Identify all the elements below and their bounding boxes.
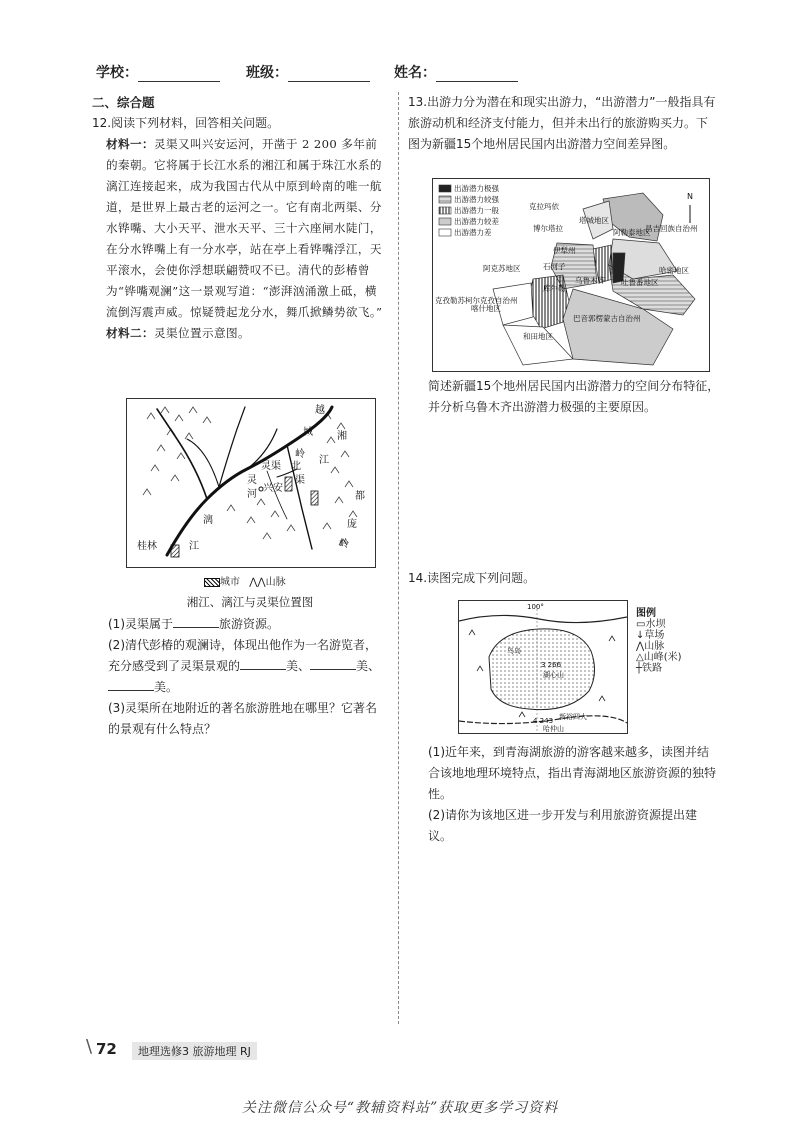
lingqu-map-svg <box>127 399 375 567</box>
map1-label-jiang: 江 <box>319 455 329 466</box>
mountain-icon: ⋀ <box>636 641 645 652</box>
region-kelamayi: 克拉玛依 <box>529 202 559 211</box>
peak-icon: △ <box>636 652 644 663</box>
q13-task: 简述新疆15个地州居民国内出游潜力的空间分布特征，并分析乌鲁木齐出游潜力极强的主要原因。 <box>428 379 720 414</box>
qinghai-lake-map <box>458 600 628 734</box>
map3-peak1-height: 3 266 <box>541 661 562 669</box>
map1-label-pang: 庞 <box>347 519 357 530</box>
material-1 <box>92 134 386 323</box>
city-legend-icon <box>204 578 220 587</box>
footer-slash: \ <box>86 1036 93 1057</box>
map1-label-jiang2: 江 <box>189 541 199 552</box>
legend-mountain-label: 山脉 <box>265 577 286 588</box>
map1-label-bei: 北 <box>291 461 301 472</box>
promo-note: 关注微信公众号“教辅资料站”获取更多学习资料 <box>241 1100 559 1116</box>
map1-label-ling2: 灵 <box>247 475 257 486</box>
column-divider <box>398 92 399 1024</box>
region-tulufan: 吐鲁番地区 <box>621 278 659 287</box>
q12-subquestions <box>108 614 388 740</box>
region-wulumuqi: 乌鲁木齐 <box>575 276 605 285</box>
region-kezilesu: 克孜勒苏柯尔克孜自治州 <box>435 296 518 305</box>
material-2 <box>92 323 386 344</box>
map1-label-du: 都 <box>355 491 365 502</box>
map3-legend-title: 图例 <box>636 608 656 619</box>
region-akesu: 阿克苏地区 <box>483 264 521 273</box>
q12-3: (3)灵渠所在地附近的著名旅游胜地在哪里？它著名的景观有什么特点？ <box>108 701 377 736</box>
q14-1: (1)近年来，到青海湖旅游的游客越来越多，读图并结合该地地理环境特点，指出青海湖地区旅游资源的独特性。 <box>428 745 717 801</box>
q12-1: (1)灵渠属于 旅游资源。 <box>108 617 280 631</box>
map1-label-li: 漓 <box>203 515 213 526</box>
map1-label-xingan: 兴安 <box>263 483 283 494</box>
material-2-text: 灵渠位置示意图。 <box>153 326 250 340</box>
region-shihezi: 石河子 <box>543 262 566 271</box>
q14-subquestions <box>428 742 720 847</box>
page-number: 72 <box>96 1040 117 1058</box>
map2-legend-4: 出游潜力较差 <box>454 217 499 226</box>
xinjiang-map <box>432 178 710 372</box>
school-field: 学校： <box>96 62 220 82</box>
map3-peak2-name: 哈仲山 <box>543 725 564 733</box>
pasture-icon: ↓ <box>636 630 645 641</box>
region-boertala: 博尔塔拉 <box>533 224 563 233</box>
map1-label-ling3: 岭 <box>339 539 349 550</box>
legend-peak: △山峰(米) <box>636 652 682 663</box>
region-hetian: 和田地区 <box>523 332 553 341</box>
dam-icon: ▭ <box>636 619 646 630</box>
legend-pasture: ↓草场 <box>636 630 665 641</box>
q14-stem: 14.读图完成下列问题。 <box>408 571 536 585</box>
book-label: 地理选修3 旅游地理 RJ <box>132 1042 257 1060</box>
region-aletai: 阿勒泰地区 <box>613 228 651 237</box>
map2-legend-2: 出游潜力较强 <box>454 195 499 204</box>
class-field: 班级： <box>246 62 370 82</box>
region-changji: 昌吉回族自治州 <box>645 224 698 233</box>
map1-label-guilin: 桂林 <box>137 541 157 552</box>
region-kashi: 喀什地区 <box>471 304 501 313</box>
region-yili: 伊犁州 <box>553 246 576 255</box>
legend-city-label: 城市 <box>220 577 240 588</box>
map3-island: 鸟岛 <box>507 647 521 655</box>
map3-desert: 新裕四大 <box>559 713 587 721</box>
map3-peak1-name: 湖心山 <box>543 671 564 679</box>
map1-label-xiang: 湘 <box>337 431 347 442</box>
material-2-label: 材料二： <box>106 326 154 340</box>
north-arrow: N <box>687 192 693 201</box>
map2-legend-1: 出游潜力极强 <box>454 184 499 193</box>
map3-peak2-height: 4 243 <box>533 717 554 725</box>
qinghai-lake-map-svg <box>459 601 627 733</box>
left-column <box>92 92 386 344</box>
region-bayinguoleng: 巴音郭楞蒙古自治州 <box>573 314 641 323</box>
map1-label-qu: 渠 <box>295 475 305 486</box>
region-tacheng: 塔城地区 <box>579 216 609 225</box>
material-1-label: 材料一： <box>106 137 154 151</box>
region-hami: 哈密地区 <box>659 266 689 275</box>
legend-dam: ▭水坝 <box>636 619 666 630</box>
map2-legend-3: 出游潜力一般 <box>454 206 499 215</box>
map3-legend <box>636 608 682 674</box>
legend-mountain: ⋀山脉 <box>636 641 665 652</box>
map1-label-lingqu: 灵渠 <box>261 461 281 472</box>
map3-longitude: 100° <box>527 603 544 611</box>
map2-legend-5: 出游潜力差 <box>454 228 492 237</box>
map1-label-cheng: 城 <box>303 427 313 438</box>
lingqu-map <box>126 398 376 568</box>
xinjiang-map-svg <box>433 179 709 371</box>
name-field: 姓名： <box>394 62 518 82</box>
map1-label-he: 河 <box>247 489 257 500</box>
legend-railway: ┼铁路 <box>636 663 663 674</box>
region-kuerle: 库尔勒 <box>543 284 566 293</box>
q14-2: (2)请你为该地区进一步开发与利用旅游资源提出建议。 <box>428 808 697 843</box>
railway-icon: ┼ <box>636 663 643 674</box>
map1-legend <box>204 573 286 588</box>
material-1-text: 灵渠又叫兴安运河，开凿于 2 200 多年前的秦朝。它将属于长江水系的湘江和属于珠江水系的漓江连接起来，成为我国古代从中原到岭南的唯一航道，是世界上最古老的运河之一。它有南北两渠、分水铧嘴、大小天平、泄水天平、三十六座闸水陡门，在分水铧嘴上有一分水亭，站在亭上看铧嘴浮江，天平滚水，会使你浮想联翩赞叹不已。清代的彭椿曾为“铧嘴观澜”这一景观写道：“澎湃汹涌激上砥，横流倒泻震声威。惊疑赞起龙分水，舞爪掀鳞势欲飞。” <box>106 137 383 319</box>
map1-label-yue: 越 <box>315 405 325 416</box>
q12-stem: 12.阅读下列材料，回答相关问题。 <box>92 116 280 130</box>
mountain-legend-icon: ⋀⋀ <box>249 577 266 588</box>
q12-2: (2)清代彭椿的观澜诗，体现出他作为一名游览者，充分感受到了灵渠景观的 美、 美、 美。 <box>108 638 381 694</box>
map1-label-ling: 岭 <box>295 449 305 460</box>
q13-stem: 13.出游力分为潜在和现实出游力，“出游潜力”一般指具有旅游动机和经济支付能力，但并未出行的旅游购买力。下图为新疆15个地州居民国内出游潜力空间差异图。 <box>408 95 716 151</box>
map1-caption: 湘江、漓江与灵渠位置图 <box>186 595 314 609</box>
section-title: 二、综合题 <box>92 95 155 110</box>
